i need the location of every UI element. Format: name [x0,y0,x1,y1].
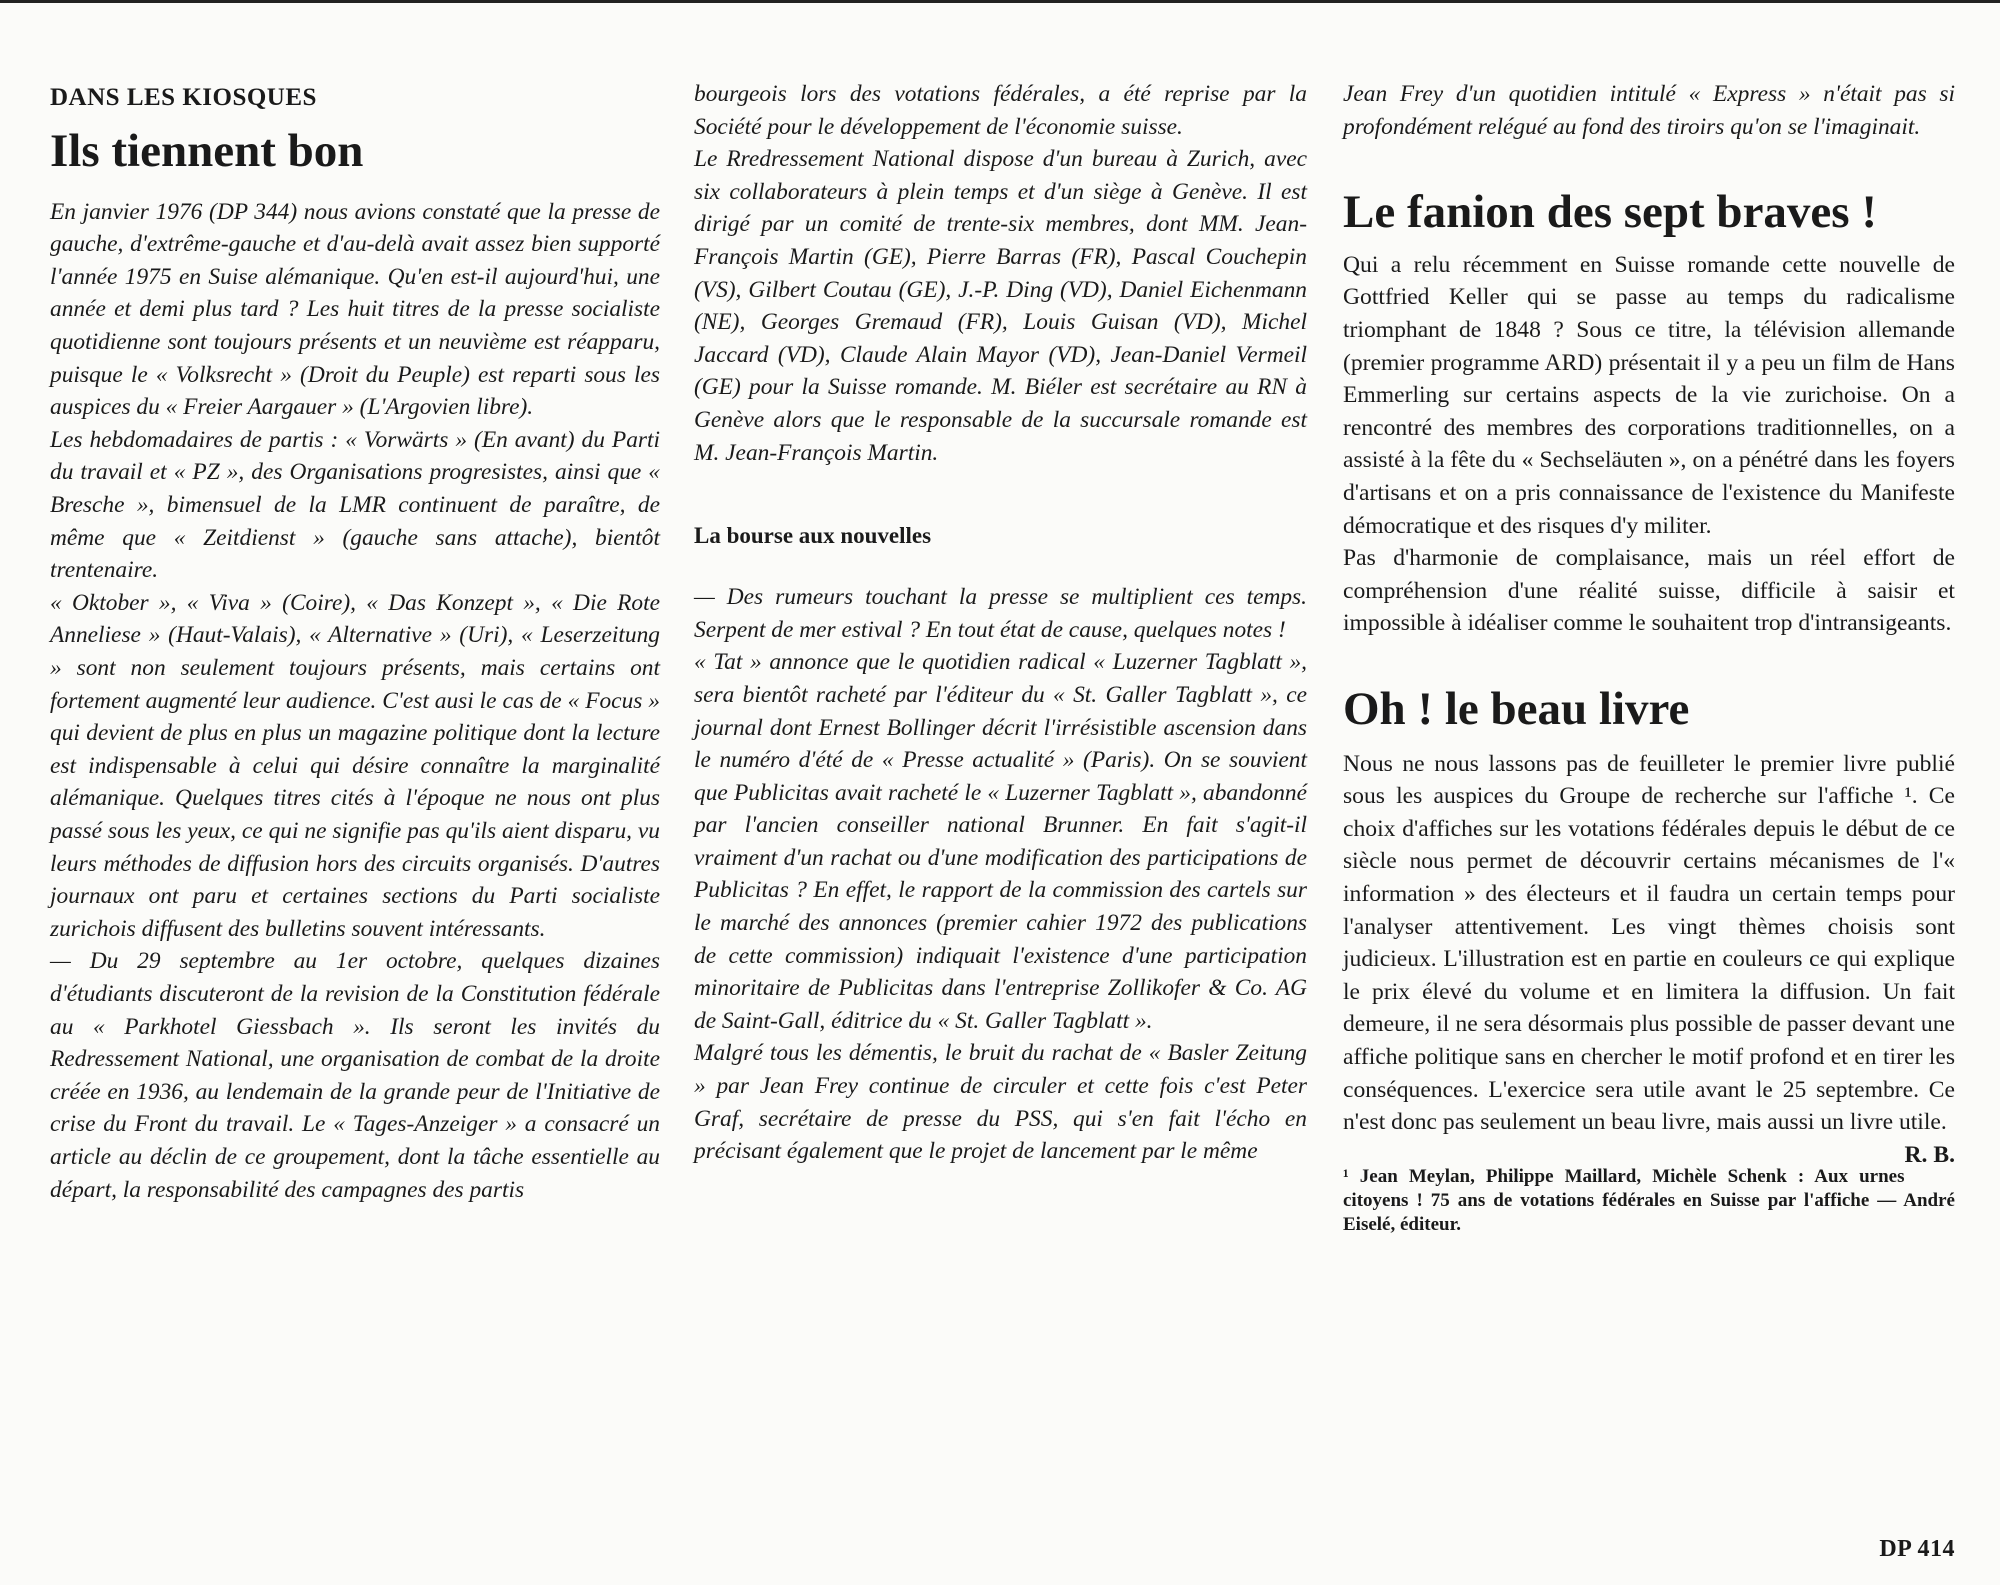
article-paragraph: — Des rumeurs touchant la presse se multiplient ces temps. Serpent de mer estival ? En tout état de cause, quelques notes ! [694,584,1307,643]
column-2 [694,78,1307,1168]
section-kicker: DANS LES KIOSQUES [50,84,317,111]
article-headline-fanion-des-sept-braves: Le fanion des sept braves ! [1343,186,1877,239]
article-paragraph: Jean Frey d'un quotidien intitulé « Express » n'était pas si profondément relégué au fond des tiroirs qu'on se l'imaginait. [1343,81,1955,140]
page-number: DP 414 [1879,1536,1955,1562]
article-paragraph: — Du 29 septembre au 1er octobre, quelques dizaines d'étudiants discuteront de la revision de la Constitution fédérale au « Parkhotel Giessbach ». Ils seront les invités du Redressement National, une organisation de combat de la droite créée en 1936, au lendemain de la grande peur de l'Initiative de crise du Front du travail. Le « Tages-Anzeiger » a consacré un article au déclin de ce groupement, dont la tâche essentielle au départ, la responsabilité des campagnes des partis [50,948,660,1203]
article-paragraph: Les hebdomadaires de partis : « Vorwärts » (En avant) du Parti du travail et « PZ », des Organisations progresistes, ainsi que « Bresche », bimensuel de la LMR continuent de paraître, de même que « Zeitdienst » (gauche sans attache), bientôt trentenaire. [50,426,660,584]
subheading-bourse-aux-nouvelles: La bourse aux nouvelles [694,523,932,549]
article-paragraph: En janvier 1976 (DP 344) nous avions constaté que la presse de gauche, d'extrême-gauche et d'au-delà avait assez bien supporté l'année 1975 en Suise alémanique. Qu'en est-il aujourd'hui, une année et demi plus tard ? Les huit titres de la presse socialiste quotidienne sont toujours présents et un neuvième est réapparu, puisque le « Volksrecht » (Droit du Peuple) est reparti sous les auspices du « Freier Aargauer » (L'Argovien libre). [50,198,660,421]
article-paragraph: Le Rredressement National dispose d'un bureau à Zurich, avec six collaborateurs à plein temps et d'un siège à Genève. Il est dirigé par un comité de trente-six membres, dont MM. Jean-François Martin (GE), Pierre Barras (FR), Pascal Couchepin (VS), Gilbert Coutau (GE), J.-P. Ding (VD), Daniel Eichenmann (NE), Georges Gremaud (FR), Louis Guisan (VD), Michel Jaccard (VD), Claude Alain Mayor (VD), Jean-Daniel Vermeil (GE) pour la Suisse romande. M. Biéler est secrétaire au RN à Genève alors que le responsable de la succursale romande est M. Jean-François Martin. [694,146,1307,466]
article-paragraph: Malgré tous les démentis, le bruit du rachat de « Basler Zeitung » par Jean Frey continue de circuler et cette fois c'est Peter Graf, secrétaire de presse du PSS, qui s'en fait l'écho en précisant également que le projet de lancement par le même [694,1040,1307,1165]
article-paragraph: Qui a relu récemment en Suisse romande cette nouvelle de Gottfried Keller qui se passe au temps du radicalisme triomphant de 1848 ? Sous ce titre, la télévision allemande (premier programme ARD) présentait il y a peu un film de Hans Emmerling sur certains aspects de la vie zurichoise. On a rencontré des membres des corporations traditionnelles, on a assisté à la fête du « Sechseläuten », on a pénétré dans les foyers d'artisans et on a pris connaissance de l'existence du Manifeste démocratique et des risques d'y militer. [1343,251,1955,539]
footnote: ¹ Jean Meylan, Philippe Maillard, Michèle Schenk : Aux urnes citoyens ! 75 ans de votations fédérales en Suisse par l'affiche — André Eiselé, éditeur. [1343,1165,1955,1235]
article-paragraph [1343,748,1955,1168]
top-rule [0,0,2000,3]
column-1 [50,78,660,1206]
article-paragraph: bourgeois lors des votations fédérales, a été reprise par la Société pour le développement de l'économie suisse. [694,81,1307,140]
author-signature: R. B. [1904,1141,1955,1168]
article-headline-oh-le-beau-livre: Oh ! le beau livre [1343,683,1690,735]
article-body: Nous ne nous lassons pas de feuilleter le premier livre publié sous les auspices du Groupe de recherche sur l'affiche ¹. Ce choix d'affiches sur les votations fédérales depuis le début de ce siècle nous permet de découvrir certains mécanismes de l'« information » des électeurs et il faudra un certain temps pour l'analyser attentivement. Les vingt thèmes choisis sont judicieux. L'illustration est en partie en couleurs ce qui explique le prix élevé du volume et en limitera la diffusion. Un fait demeure, il ne sera désormais plus possible de passer devant une affiche politique sans en chercher le motif profond et en tirer les conséquences. L'exercice sera utile avant le 25 septembre. Ce n'est donc pas seulement un beau livre, mais aussi un livre utile. [1343,750,1955,1136]
column-3 [1343,78,1955,1237]
article-headline-ils-tiennent-bon: Ils tiennent bon [50,125,364,177]
article-paragraph: « Oktober », « Viva » (Coire), « Das Konzept », « Die Rote Anneliese » (Haut-Valais), « Alternative » (Uri), « Leserzeitung » sont non seulement toujours présents, mais certains ont fortement augmenté leur audience. C'est ausi le cas de « Focus » qui devient de plus en plus un magazine politique dont la lecture est indispensable à celui qui désire connaître la marginalité alémanique. Quelques titres cités à l'époque ne nous ont plus passé sous les yeux, ce qui ne signifie pas qu'ils aient disparu, vu leurs méthodes de diffusion hors des circuits organisés. D'autres journaux ont paru et certaines sections du Parti socialiste zurichois diffusent des bulletins souvent intéressants. [50,589,660,942]
article-paragraph: « Tat » annonce que le quotidien radical « Luzerner Tagblatt », sera bientôt racheté par l'éditeur du « St. Galler Tagblatt », ce journal dont Ernest Bollinger décrit l'irrésistible ascension dans le numéro d'été de « Presse actualité » (Paris). On se souvient que Publicitas avait racheté le « Luzerner Tagblatt », abandonné par l'ancien conseiller national Brunner. En fait s'agit-il vraiment d'un rachat ou d'une modification des participations de Publicitas ? En effet, le rapport de la commission des cartels sur le marché des annonces (premier cahier 1972 des publications de cette commission) indiquait l'existence d'une participation minoritaire de Publicitas dans l'entreprise Zollikofer & Co. AG de Saint-Gall, éditrice du « St. Galler Tagblatt ». [694,649,1307,1034]
article-paragraph: Pas d'harmonie de complaisance, mais un réel effort de compréhension d'une réalité suisse, difficile à saisir et impossible à idéaliser comme le souhaitent trop d'intransigeants. [1343,545,1955,637]
